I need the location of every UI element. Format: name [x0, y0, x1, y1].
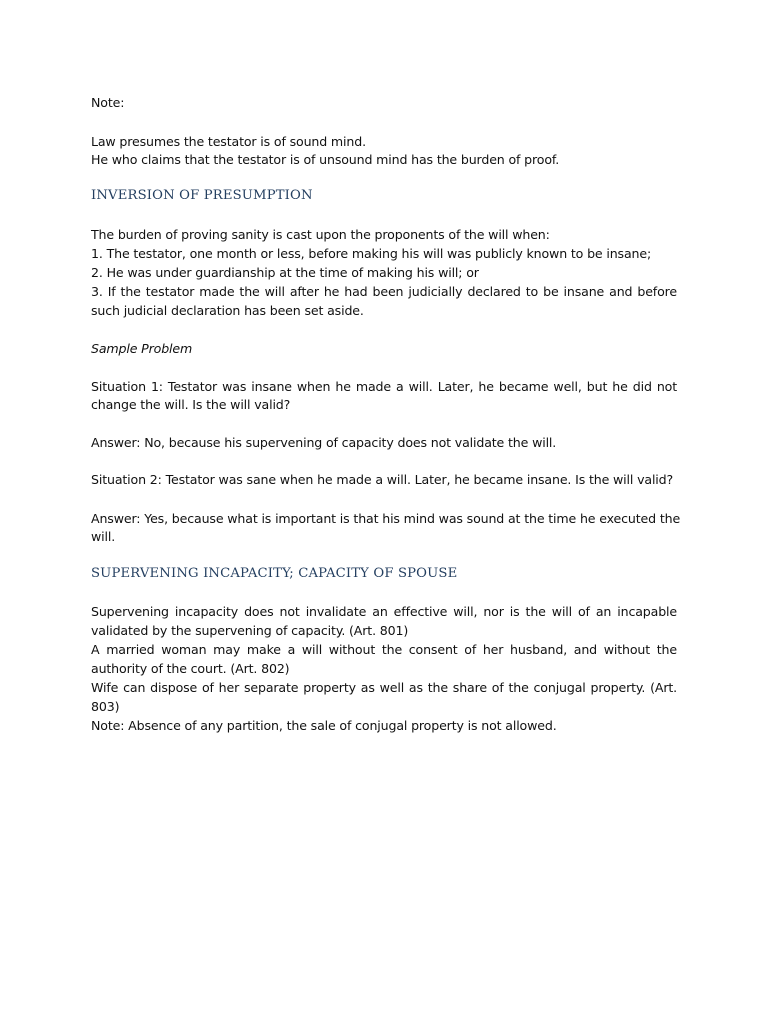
- list-item: 3. If the testator made the will after he had been judicially declared to be insane and before: [91, 284, 677, 299]
- paragraph-line: Law presumes the testator is of sound mind.: [91, 134, 366, 149]
- paragraph-line: The burden of proving sanity is cast upon the proponents of the will when:: [91, 227, 550, 242]
- paragraph-line: such judicial declaration has been set aside.: [91, 303, 364, 318]
- section-heading-inversion-of-presumption: INVERSION OF PRESUMPTION: [91, 188, 313, 203]
- situation-1-line: change the will. Is the will valid?: [91, 397, 291, 412]
- paragraph-line: A married woman may make a will without the consent of her husband, and without the: [91, 642, 677, 657]
- paragraph-line: Wife can dispose of her separate property as well as the share of the conjugal property. (Art.: [91, 680, 677, 695]
- section-heading-supervening-incapacity: SUPERVENING INCAPACITY; CAPACITY OF SPOUSE: [91, 566, 458, 581]
- paragraph-line: authority of the court. (Art. 802): [91, 661, 290, 676]
- paragraph-line: 803): [91, 699, 120, 714]
- situation-2: Situation 2: Testator was sane when he made a will. Later, he became insane. Is the will valid?: [91, 472, 674, 487]
- sample-problem-label: Sample Problem: [91, 341, 193, 356]
- list-item: 1. The testator, one month or less, before making his will was publicly known to be insane;: [91, 246, 652, 261]
- answer-2-line: Answer: Yes, because what is important is that his mind was sound at the time he executed the: [91, 511, 681, 526]
- paragraph-line: He who claims that the testator is of unsound mind has the burden of proof.: [91, 152, 560, 167]
- paragraph-line: Supervening incapacity does not invalidate an effective will, nor is the will of an incapable: [91, 604, 677, 619]
- list-item: 2. He was under guardianship at the time of making his will; or: [91, 265, 479, 280]
- situation-1-line: Situation 1: Testator was insane when he made a will. Later, he became well, but he did not: [91, 379, 677, 394]
- answer-2-line: will.: [91, 529, 116, 544]
- note-label: Note:: [91, 95, 125, 110]
- paragraph-line: validated by the supervening of capacity. (Art. 801): [91, 623, 409, 638]
- paragraph-line: Note: Absence of any partition, the sale of conjugal property is not allowed.: [91, 718, 557, 733]
- answer-1: Answer: No, because his supervening of capacity does not validate the will.: [91, 435, 557, 450]
- document-page: [91, 0, 681, 1024]
